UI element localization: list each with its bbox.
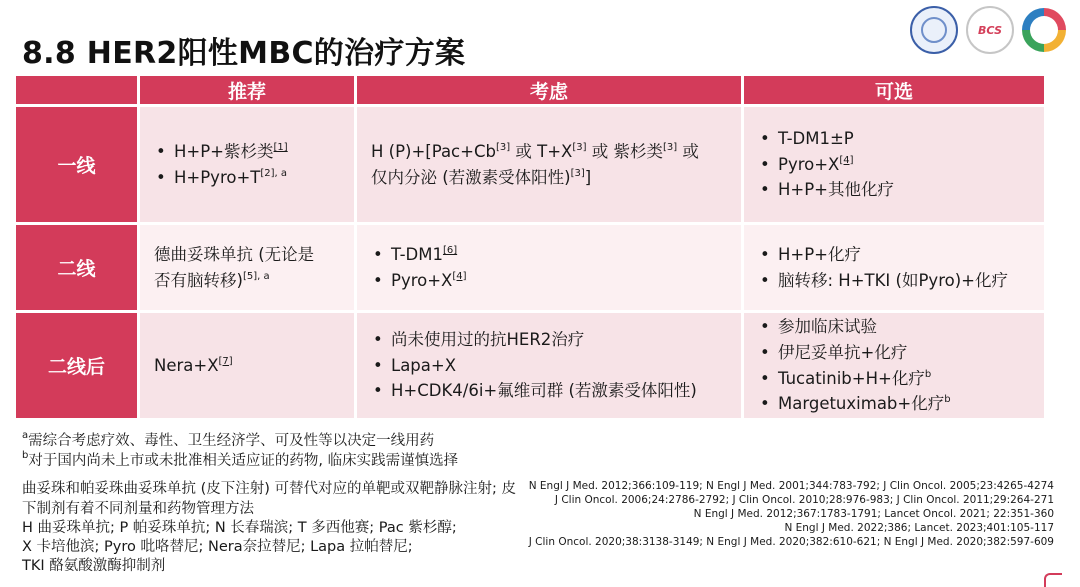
list-item: • 脑转移: H+TKI (如Pyro)+化疗 (758, 268, 1008, 294)
list-item: • H+P+化疗 (758, 242, 1008, 268)
page-title: 8.8 HER2阳性MBC的治疗方案 (22, 36, 466, 71)
cell-after-consider (357, 313, 741, 418)
ring-logo-icon (1022, 8, 1066, 52)
cell-after-recommend: Nera+X[7] (140, 313, 354, 418)
list-item: • Pyro+X[4] (371, 268, 467, 294)
reference-line: N Engl J Med. 2012;366:109-119; N Engl J Med. 2001;344:783-792; J Clin Oncol. 2005;23:4265-4274 (528, 480, 1054, 492)
abbreviations: H 曲妥珠单抗; P 帕妥珠单抗; N 长春瑞滨; T 多西他赛; Pac 紫杉醇; X 卡培他滨; Pyro 吡咯替尼; Nera奈拉替尼; Lapa 拉帕替尼; TKI 酪氨酸激酶抑制剂 (22, 520, 457, 574)
header-recommend: 推荐 (140, 76, 354, 104)
list-item: • H+P+其他化疗 (758, 177, 894, 203)
header-optional: 可选 (744, 76, 1044, 104)
header-blank (16, 76, 137, 104)
corner-decoration-icon (1044, 573, 1062, 587)
list-item: • $H+Pyro+T^{[2], a}$ (154, 165, 288, 191)
seal-logo-icon (910, 6, 958, 54)
cell-second-optional (744, 225, 1044, 310)
reference-line: J Clin Oncol. 2006;24:2786-2792; J Clin Oncol. 2010;28:976-983; J Clin Oncol. 2011;29:264-271 (554, 494, 1054, 506)
header-consider: 考虑 (357, 76, 741, 104)
row-label-first-line: 一线 (16, 107, 137, 222)
list-item: • H+CDK4/6i+氟维司群 (若激素受体阳性) (371, 378, 697, 404)
references (529, 479, 1054, 549)
list-item: • T-DM1[6] (371, 242, 467, 268)
list-item: • T-DM1±P (758, 126, 894, 152)
reference-line: N Engl J Med. 2022;386; Lancet. 2023;401:105-117 (784, 522, 1054, 534)
footnotes (22, 431, 458, 471)
bcs-logo-icon: BCS (966, 6, 1014, 54)
list-item: • 尚未使用过的抗HER2治疗 (371, 327, 697, 353)
cell-first-recommend (140, 107, 354, 222)
reference-line: J Clin Oncol. 2020;38:3138-3149; N Engl J Med. 2020;382:610-621; N Engl J Med. 2020;382:597-609 (528, 536, 1054, 548)
footnote-b: $^b$对于国内尚未上市或未批准相关适应证的药物, 临床实践需谨慎选择 (22, 450, 459, 469)
treatment-table (16, 76, 1053, 415)
list-item: • 参加临床试验 (758, 314, 951, 340)
list-item: • Pyro+X[4] (758, 152, 894, 178)
list-item: • Margetuximab+化疗$^b$ (758, 391, 951, 417)
cell-after-optional (744, 313, 1044, 418)
cell-second-recommend: 德曲妥珠单抗 (无论是 否有脑转移)$^{[5], a}$ (140, 225, 354, 310)
list-item: • 伊尼妥单抗+化疗 (758, 340, 951, 366)
list-item: • H+P+紫杉类[1] (154, 139, 288, 165)
row-label-after-second-line: 二线后 (16, 313, 137, 418)
row-label-second-line: 二线 (16, 225, 137, 310)
subcutaneous-note: 曲妥珠和帕妥珠曲妥珠单抗 (皮下注射) 可替代对应的单靶或双靶静脉注射; 皮下制剂有着不同剂量和药物管理方法 (22, 481, 517, 517)
list-item: • Tucatinib+H+化疗$^b$ (758, 366, 951, 392)
cell-first-consider: H (P)+[Pac+Cb[3] 或 T+X[3] 或 紫杉类[3] 或 仅内分泌 (若激素受体阳性)[3]] (357, 107, 741, 222)
list-item: • Lapa+X (371, 353, 697, 379)
reference-line: N Engl J Med. 2012;367:1783-1791; Lancet Oncol. 2021; 22:351-360 (693, 508, 1054, 520)
footnote-a: $^a$需综合考虑疗效、毒性、卫生经济学、可及性等以决定一线用药 (22, 430, 435, 449)
cell-second-consider (357, 225, 741, 310)
logo-group (910, 6, 1066, 54)
cell-first-optional (744, 107, 1044, 222)
